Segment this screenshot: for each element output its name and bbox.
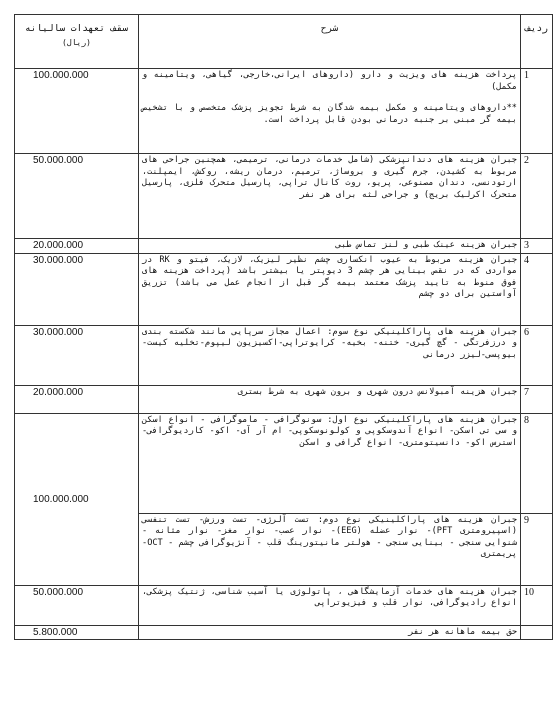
coverage-table bbox=[14, 14, 553, 640]
row-description: جبران هزینه های پاراکلینیکی نوع سوم: اعمال مجاز سرپایی مانند شکسته بندی و درزفرتگی - گچ گیری- ختنه- بخیه- کرایوتراپی-اکسیزیون لیپوم-تخلیه کیست- بیوپسی-لیزر درمانی bbox=[139, 325, 521, 385]
row-number: 6 bbox=[521, 325, 553, 385]
row-description: جبران هزینه های دندانپزشکی (شامل خدمات درمانی، ترمیمی، همچنین جراحی های مربوط به کشیدن، جرم گیری و بروساژ، ترمیم، درمان ریشه، روکش، ایمپلنت، ارتودنسی، دندان مصنوعی، پریو، روت کانال تراپی، پارسیل متحرک فلزی، پارسیل متحرک اکرلیک بریج) و جراحی لثه برای هر نفر bbox=[139, 154, 521, 239]
header-ceiling bbox=[15, 15, 139, 69]
header-number: ردیف bbox=[521, 15, 553, 69]
row-amount: 30.000.000 bbox=[15, 253, 139, 325]
row-description: جبران هزینه آمبولانس درون شهری و برون شهری به شرط بستری bbox=[139, 385, 521, 413]
row-description bbox=[139, 69, 521, 154]
header-ceiling-unit: (ریال) bbox=[62, 38, 91, 47]
premium-number-cell bbox=[521, 625, 553, 640]
row-description: جبران هزینه های پاراکلینیکی نوع اول: سونوگرافی - ماموگرافی - انواع اسکن و سی تی اسکن- انواع آندوسکوپی و کولونوسکوپی- ام آر آی- اکو- کاردیوگرافی- استرس اکو- دانسیتومتری- انواع گرافی و اسکن bbox=[139, 413, 521, 513]
header-description: شرح bbox=[139, 15, 521, 69]
premium-row bbox=[15, 625, 553, 640]
table-row bbox=[15, 413, 553, 513]
row-amount: 20.000.000 bbox=[15, 239, 139, 254]
row-amount-merged: 100.000.000 bbox=[15, 413, 139, 585]
row-description: جبران هزینه عینک طبی و لنز تماس طبی bbox=[139, 239, 521, 254]
row-number: 2 bbox=[521, 154, 553, 239]
table-row bbox=[15, 239, 553, 254]
table-row bbox=[15, 385, 553, 413]
row-number: 1 bbox=[521, 69, 553, 154]
row-description: جبران هزینه مربوط به عیوب انکساری چشم نظیر لیزیک، لازیک، فیتو و RK در مواردی که در نقص بینایی هر چشم 3 دیوپتر یا بیشتر باشد (پرداخت هزینه های فوق منوط به تایید پزشک معتمد بیمه گر قبل از انجام عمل می باشد) تزریق آواستین برای دو چشم bbox=[139, 253, 521, 325]
premium-amount: 5.800.000 bbox=[15, 625, 139, 640]
row-number: 9 bbox=[521, 513, 553, 585]
row-amount: 30.000.000 bbox=[15, 325, 139, 385]
table-row bbox=[15, 585, 553, 625]
premium-description: حق بیمه ماهانه هر نفر bbox=[139, 625, 521, 640]
row-description: جبران هزینه های خدمات آزمایشگاهی ، پاتولوژی یا آسیب شناسی، ژنتیک پزشکی، انواع رادیوگرافی، نوار قلب و فیزیوتراپی bbox=[139, 585, 521, 625]
row-amount: 100.000.000 bbox=[15, 69, 139, 154]
table-row bbox=[15, 69, 553, 154]
row-number: 8 bbox=[521, 413, 553, 513]
insurance-coverage-page bbox=[14, 14, 552, 640]
row-note: **داروهای ویتامینه و مکمل بیمه شدگان به شرط تجویز پزشک متخصص و با تشخیص بیمه گر مبنی بر جنبه درمانی بودن قابل پرداخت است. bbox=[142, 103, 517, 125]
table-row bbox=[15, 154, 553, 239]
table-row bbox=[15, 253, 553, 325]
table-header-row bbox=[15, 15, 553, 69]
table-row bbox=[15, 325, 553, 385]
row-amount: 50.000.000 bbox=[15, 585, 139, 625]
row-amount: 20.000.000 bbox=[15, 385, 139, 413]
row-number: 7 bbox=[521, 385, 553, 413]
row-description: جبران هزینه های پاراکلینیکی نوع دوم: تست آلرژی- تست ورزش- تست تنفسی (اسپیرومتری PFT)- نوار عضله (EEG)- نوار عصب- نوار مغز- نوار مثانه - شنوایی سنجی - بینایی سنجی - هولتر مانیتورینگ قلب - آنژیوگرافی چشم - OCT- پریمتری bbox=[139, 513, 521, 585]
header-ceiling-label: سقف تعهدات سالیانه bbox=[25, 23, 128, 34]
row-number: 3 bbox=[521, 239, 553, 254]
row-number: 10 bbox=[521, 585, 553, 625]
row-amount: 50.000.000 bbox=[15, 154, 139, 239]
row-description-text: پرداخت هزینه های ویزیت و دارو (داروهای ایرانی،خارجی، گیاهی، ویتامینه و مکمل) bbox=[142, 70, 517, 92]
row-number: 4 bbox=[521, 253, 553, 325]
